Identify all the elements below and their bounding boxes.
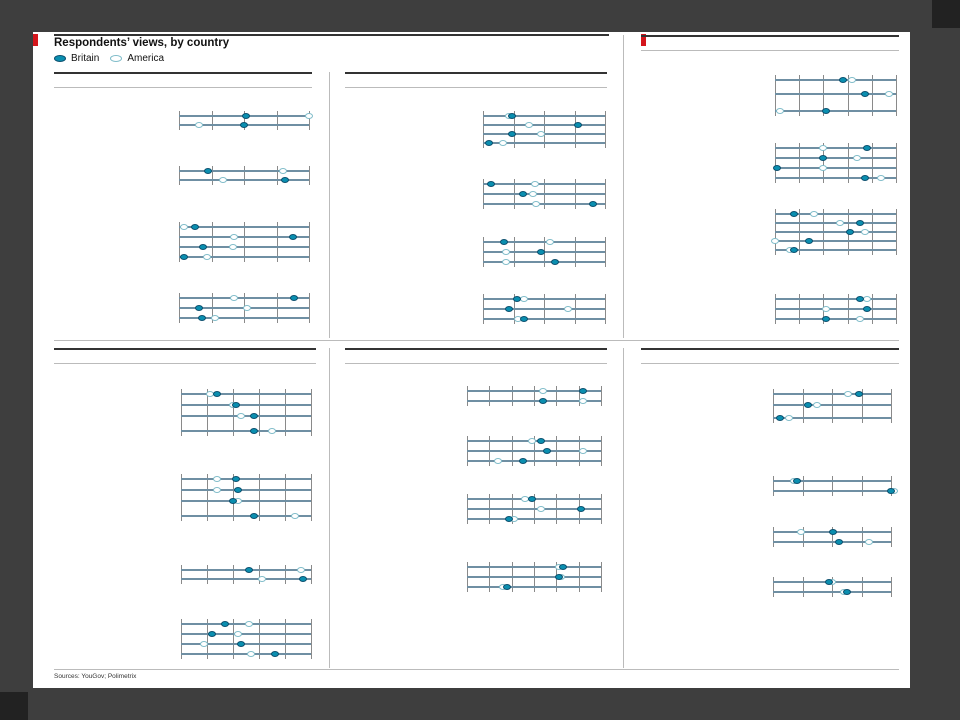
britain-point [232, 476, 240, 482]
britain-point [191, 224, 199, 230]
britain-point [856, 296, 864, 302]
britain-point [790, 211, 798, 217]
america-point [856, 316, 864, 322]
britain-point [537, 249, 545, 255]
gridline [773, 476, 774, 496]
section-rule [641, 348, 899, 350]
row-track [773, 541, 891, 543]
america-point [863, 296, 871, 302]
america-point [848, 77, 856, 83]
britain-point [234, 487, 242, 493]
america-point [546, 239, 554, 245]
row-track [483, 298, 605, 300]
footer-rule [54, 669, 899, 670]
row-track [181, 633, 311, 635]
america-point [885, 91, 893, 97]
america-point [305, 113, 313, 119]
britain-point [485, 140, 493, 146]
america-point [531, 181, 539, 187]
america-point [525, 122, 533, 128]
row-track [181, 393, 311, 395]
row-track [483, 124, 605, 126]
america-point [836, 220, 844, 226]
row-track [775, 157, 896, 159]
gridline [862, 476, 863, 496]
britain-point [579, 388, 587, 394]
britain-point [299, 576, 307, 582]
america-point [234, 631, 242, 637]
row-track [467, 460, 601, 462]
britain-point [805, 238, 813, 244]
america-point [494, 458, 502, 464]
gridline [259, 389, 260, 436]
row-track [467, 566, 601, 568]
britain-point [505, 306, 513, 312]
row-track [467, 518, 601, 520]
row-track [179, 170, 309, 172]
gridline [244, 166, 245, 185]
britain-point [539, 398, 547, 404]
row-track [775, 110, 896, 112]
gridline [605, 179, 606, 209]
gridline [601, 562, 602, 592]
america-point [520, 296, 528, 302]
america-point [195, 122, 203, 128]
america-point [813, 402, 821, 408]
row-track [483, 183, 605, 185]
america-point [213, 487, 221, 493]
britain-point [822, 108, 830, 114]
legend-america-label: America [127, 53, 165, 64]
america-point [219, 177, 227, 183]
gridline [891, 527, 892, 547]
section-rule [345, 72, 607, 74]
gridline [605, 111, 606, 148]
gridline [832, 476, 833, 496]
section-rule [54, 348, 316, 350]
gridline [467, 386, 468, 406]
gridline [601, 494, 602, 524]
gridline [556, 386, 557, 406]
gridline [311, 619, 312, 659]
chart-title: Respondents’ views, by country [54, 37, 230, 49]
slide-corner-bottom-left [0, 692, 28, 720]
britain-point [519, 191, 527, 197]
gridline [212, 111, 213, 130]
britain-point [773, 165, 781, 171]
britain-point [503, 584, 511, 590]
gridline [601, 436, 602, 466]
section-rule [345, 348, 607, 350]
britain-point [199, 244, 207, 250]
gridline [534, 386, 535, 406]
gridline [311, 389, 312, 436]
america-point [844, 391, 852, 397]
column-divider [623, 348, 624, 668]
america-point [268, 428, 276, 434]
gridline [896, 209, 897, 255]
legend-america-marker [110, 55, 122, 62]
gridline [233, 565, 234, 584]
column-divider [329, 348, 330, 668]
gridline [311, 474, 312, 521]
america-point [528, 438, 536, 444]
america-point [537, 506, 545, 512]
gridline [179, 166, 180, 185]
row-track [179, 179, 309, 181]
america-point [877, 175, 885, 181]
britain-point [574, 122, 582, 128]
britain-point [804, 402, 812, 408]
britain-point [829, 529, 837, 535]
britain-point [520, 316, 528, 322]
america-point [237, 413, 245, 419]
gridline [773, 527, 774, 547]
britain-point [819, 155, 827, 161]
section-rule [54, 72, 312, 74]
britain-point [290, 295, 298, 301]
britain-point [528, 496, 536, 502]
britain-point [846, 229, 854, 235]
gridline [605, 237, 606, 267]
row-track [181, 404, 311, 406]
america-point [203, 254, 211, 260]
britain-point [195, 305, 203, 311]
row-track [483, 115, 605, 117]
britain-point [240, 122, 248, 128]
gridline [309, 222, 310, 262]
section-title-rule [54, 87, 312, 88]
gridline [179, 111, 180, 130]
chart-sheet [33, 32, 910, 688]
britain-point [863, 306, 871, 312]
britain-point [856, 220, 864, 226]
britain-point [543, 448, 551, 454]
gridline [311, 565, 312, 584]
row-track [773, 490, 891, 492]
row-track [483, 203, 605, 205]
gridline [181, 389, 182, 436]
britain-point [822, 316, 830, 322]
america-point [771, 238, 779, 244]
britain-point [229, 498, 237, 504]
america-point [564, 306, 572, 312]
row-track [483, 308, 605, 310]
britain-point [289, 234, 297, 240]
america-point [819, 165, 827, 171]
britain-point [589, 201, 597, 207]
britain-point [843, 589, 851, 595]
britain-point [555, 574, 563, 580]
britain-point [232, 402, 240, 408]
britain-point [825, 579, 833, 585]
britain-point [198, 315, 206, 321]
britain-point [513, 296, 521, 302]
gridline [896, 75, 897, 116]
gridline [862, 577, 863, 597]
gridline [181, 565, 182, 584]
britain-point [245, 567, 253, 573]
row-track [775, 147, 896, 149]
america-point [865, 539, 873, 545]
gridline [605, 294, 606, 324]
row-track [181, 478, 311, 480]
accent-mark [33, 34, 38, 46]
america-point [819, 145, 827, 151]
america-point [258, 576, 266, 582]
gridline [259, 474, 260, 521]
gridline [285, 474, 286, 521]
america-point [247, 651, 255, 657]
column-divider [329, 72, 330, 338]
row-track [181, 653, 311, 655]
britain-point [213, 391, 221, 397]
britain-point [250, 413, 258, 419]
america-point [822, 306, 830, 312]
row-track [181, 430, 311, 432]
britain-point [835, 539, 843, 545]
gridline [891, 389, 892, 423]
gridline [773, 577, 774, 597]
america-point [213, 476, 221, 482]
america-point [297, 567, 305, 573]
gridline [803, 476, 804, 496]
gridline [489, 386, 490, 406]
gridline [309, 293, 310, 323]
britain-point [519, 458, 527, 464]
britain-point [551, 259, 559, 265]
america-point [579, 398, 587, 404]
gridline [803, 577, 804, 597]
britain-point [487, 181, 495, 187]
america-point [200, 641, 208, 647]
britain-point [180, 254, 188, 260]
britain-point [793, 478, 801, 484]
america-point [537, 131, 545, 137]
britain-point [250, 428, 258, 434]
britain-point [839, 77, 847, 83]
row-track [179, 256, 309, 258]
gridline [277, 111, 278, 130]
row-track [181, 489, 311, 491]
britain-point [861, 175, 869, 181]
section-title-rule [641, 50, 899, 51]
row-divider [54, 340, 899, 341]
britain-point [237, 641, 245, 647]
row-track [775, 240, 896, 242]
gridline [277, 166, 278, 185]
row-track [775, 308, 896, 310]
row-track [483, 193, 605, 195]
britain-point [855, 391, 863, 397]
row-track [775, 318, 896, 320]
gridline [512, 386, 513, 406]
america-point [230, 234, 238, 240]
britain-point [505, 516, 513, 522]
america-point [211, 315, 219, 321]
sources-note: Sources: YouGov; Polimetrix [54, 673, 137, 680]
britain-point [577, 506, 585, 512]
section-rule [641, 35, 899, 37]
gridline [891, 577, 892, 597]
britain-point [242, 113, 250, 119]
america-point [529, 191, 537, 197]
section-title-rule [54, 363, 316, 364]
america-point [861, 229, 869, 235]
america-point [291, 513, 299, 519]
america-point [243, 305, 251, 311]
gridline [207, 474, 208, 521]
row-track [181, 415, 311, 417]
gridline [181, 474, 182, 521]
britain-point [208, 631, 216, 637]
gridline [285, 565, 286, 584]
row-track [775, 79, 896, 81]
britain-point [776, 415, 784, 421]
britain-point [250, 513, 258, 519]
america-point [539, 388, 547, 394]
britain-point [204, 168, 212, 174]
britain-point [790, 247, 798, 253]
britain-point [500, 239, 508, 245]
gridline [285, 389, 286, 436]
legend-britain-label: Britain [71, 53, 100, 64]
row-track [773, 591, 891, 593]
row-track [773, 404, 891, 406]
section-title-rule [641, 363, 899, 364]
gridline [309, 166, 310, 185]
britain-point [271, 651, 279, 657]
gridline [862, 527, 863, 547]
gridline [896, 143, 897, 183]
america-point [206, 391, 214, 397]
america-point [579, 448, 587, 454]
america-point [245, 621, 253, 627]
row-track [775, 93, 896, 95]
america-point [797, 529, 805, 535]
gridline [896, 294, 897, 324]
america-point [229, 244, 237, 250]
britain-point [887, 488, 895, 494]
britain-point [508, 113, 516, 119]
america-point [502, 249, 510, 255]
section-title-rule [345, 87, 607, 88]
row-track [775, 231, 896, 233]
row-track [775, 167, 896, 169]
britain-point [559, 564, 567, 570]
america-point [279, 168, 287, 174]
row-track [467, 576, 601, 578]
row-track [181, 578, 311, 580]
slide-corner-top-right [932, 0, 960, 28]
britain-point [221, 621, 229, 627]
gridline [207, 565, 208, 584]
america-point [230, 295, 238, 301]
america-point [180, 224, 188, 230]
header-rule [54, 34, 609, 36]
britain-point [281, 177, 289, 183]
america-point [853, 155, 861, 161]
britain-point [863, 145, 871, 151]
legend [54, 53, 164, 64]
britain-point [508, 131, 516, 137]
america-point [776, 108, 784, 114]
legend-britain-marker [54, 55, 66, 62]
britain-point [861, 91, 869, 97]
america-point [532, 201, 540, 207]
row-track [483, 318, 605, 320]
america-point [502, 259, 510, 265]
row-track [467, 586, 601, 588]
america-point [785, 415, 793, 421]
gridline [233, 389, 234, 436]
column-divider [623, 35, 624, 338]
america-point [810, 211, 818, 217]
america-point [499, 140, 507, 146]
row-track [181, 500, 311, 502]
gridline [601, 386, 602, 406]
britain-point [537, 438, 545, 444]
row-track [773, 393, 891, 395]
row-track [775, 298, 896, 300]
section-title-rule [345, 363, 607, 364]
